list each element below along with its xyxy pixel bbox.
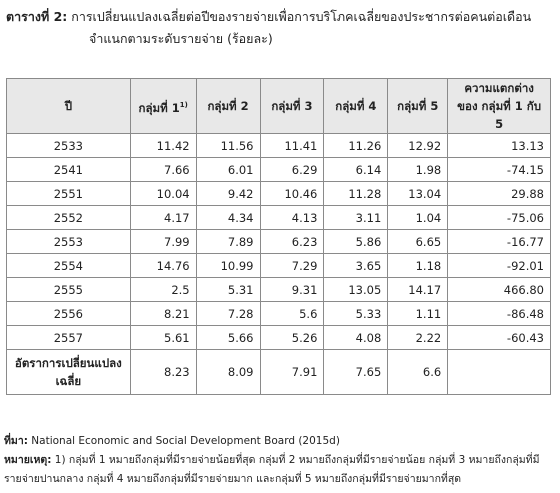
header-group-3: กลุ่มที่ 3 [260,79,324,134]
average-row [7,350,551,395]
cell-group-2: 9.42 [196,182,260,206]
cell-group-2: 10.99 [196,254,260,278]
caption-line-2: จำแนกตามระดับรายจ่าย (ร้อยละ) [89,31,273,46]
table-row [7,230,551,254]
cell-difference: -86.48 [448,302,551,326]
cell-group-4: 11.28 [324,182,388,206]
cell-year: 2555 [7,278,131,302]
cell-group-4: 3.65 [324,254,388,278]
caption-line-1: การเปลี่ยนแปลงเฉลี่ยต่อปีของรายจ่ายเพื่อการบริโภคเฉลี่ยของประชากรต่อคนต่อเดือน [71,9,532,24]
cell-group-1: 2.5 [130,278,196,302]
header-group-1: กลุ่มที่ 1$^{1)}$ [130,79,196,134]
table-row [7,326,551,350]
cell-group-5: 14.17 [388,278,448,302]
cell-year: 2557 [7,326,131,350]
header-footnote-marker: 1) [179,100,188,109]
cell-group-3: 11.41 [260,134,324,158]
cell-group-4: 3.11 [324,206,388,230]
avg-group-4: 7.65 [324,350,388,395]
cell-group-1: 10.04 [130,182,196,206]
cell-year: 2551 [7,182,131,206]
table-row [7,158,551,182]
cell-group-5: 2.22 [388,326,448,350]
table-row [7,254,551,278]
cell-group-4: 13.05 [324,278,388,302]
table-row [7,302,551,326]
cell-difference: -92.01 [448,254,551,278]
cell-group-3: 5.6 [260,302,324,326]
cell-group-4: 5.33 [324,302,388,326]
header-difference: ความแตกต่างของ กลุ่มที่ 1 กับ 5 [448,79,551,134]
remark-label: หมายเหตุ: [4,454,52,466]
cell-group-1: 7.66 [130,158,196,182]
cell-difference: 29.88 [448,182,551,206]
expenditure-change-table [6,78,551,395]
table-row [7,206,551,230]
cell-group-5: 12.92 [388,134,448,158]
table-caption [6,6,554,50]
caption-label: ตารางที่ 2: [6,9,68,24]
cell-group-5: 1.11 [388,302,448,326]
table-row [7,134,551,158]
cell-group-2: 4.34 [196,206,260,230]
header-group-2: กลุ่มที่ 2 [196,79,260,134]
cell-difference: -74.15 [448,158,551,182]
cell-group-5: 1.98 [388,158,448,182]
remark-note [4,451,556,489]
source-text: National Economic and Social Development Board (2015d) [31,435,340,447]
cell-group-2: 6.01 [196,158,260,182]
source-label: ที่มา: [4,435,28,447]
cell-group-1: 4.17 [130,206,196,230]
cell-group-2: 7.28 [196,302,260,326]
average-label: อัตราการเปลี่ยนแปลง เฉลี่ย [7,350,131,395]
cell-group-3: 4.13 [260,206,324,230]
cell-year: 2533 [7,134,131,158]
cell-group-5: 6.65 [388,230,448,254]
cell-group-5: 1.18 [388,254,448,278]
cell-year: 2541 [7,158,131,182]
cell-difference: -75.06 [448,206,551,230]
avg-group-2: 8.09 [196,350,260,395]
cell-year: 2554 [7,254,131,278]
cell-difference: 466.80 [448,278,551,302]
cell-group-1: 7.99 [130,230,196,254]
cell-group-3: 7.29 [260,254,324,278]
cell-group-1: 14.76 [130,254,196,278]
cell-year: 2552 [7,206,131,230]
remark-text: 1) กลุ่มที่ 1 หมายถึงกลุ่มที่มีรายจ่ายน้อยที่สุด กลุ่มที่ 2 หมายถึงกลุ่มที่มีรายจ่ายน้อย กลุ่มที่ 3 หมายถึงกลุ่มที่มีรายจ่ายปานกลาง กลุ่มที่ 4 หมายถึงกลุ่มที่มีรายจ่ายมาก และกลุ่มที่ 5 หมายถึงกลุ่มที่มีรายจ่ายมากที่สุด [4,454,540,485]
table-row [7,182,551,206]
avg-group-1: 8.23 [130,350,196,395]
header-group-4: กลุ่มที่ 4 [324,79,388,134]
header-row [7,79,551,134]
cell-group-3: 6.29 [260,158,324,182]
cell-difference: -16.77 [448,230,551,254]
table-notes [4,432,556,489]
cell-group-4: 11.26 [324,134,388,158]
cell-difference: -60.43 [448,326,551,350]
table-row [7,278,551,302]
cell-group-3: 9.31 [260,278,324,302]
cell-group-4: 5.86 [324,230,388,254]
cell-year: 2556 [7,302,131,326]
cell-group-5: 1.04 [388,206,448,230]
cell-group-1: 8.21 [130,302,196,326]
cell-group-3: 10.46 [260,182,324,206]
avg-group-5: 6.6 [388,350,448,395]
avg-difference [448,350,551,395]
cell-group-1: 5.61 [130,326,196,350]
cell-group-3: 5.26 [260,326,324,350]
source-note [4,432,556,451]
cell-group-5: 13.04 [388,182,448,206]
cell-group-3: 6.23 [260,230,324,254]
cell-group-2: 5.31 [196,278,260,302]
avg-group-3: 7.91 [260,350,324,395]
cell-group-4: 4.08 [324,326,388,350]
cell-group-2: 11.56 [196,134,260,158]
header-group-5: กลุ่มที่ 5 [388,79,448,134]
header-year: ปี [7,79,131,134]
cell-difference: 13.13 [448,134,551,158]
cell-group-1: 11.42 [130,134,196,158]
cell-group-4: 6.14 [324,158,388,182]
cell-group-2: 7.89 [196,230,260,254]
cell-group-2: 5.66 [196,326,260,350]
cell-year: 2553 [7,230,131,254]
